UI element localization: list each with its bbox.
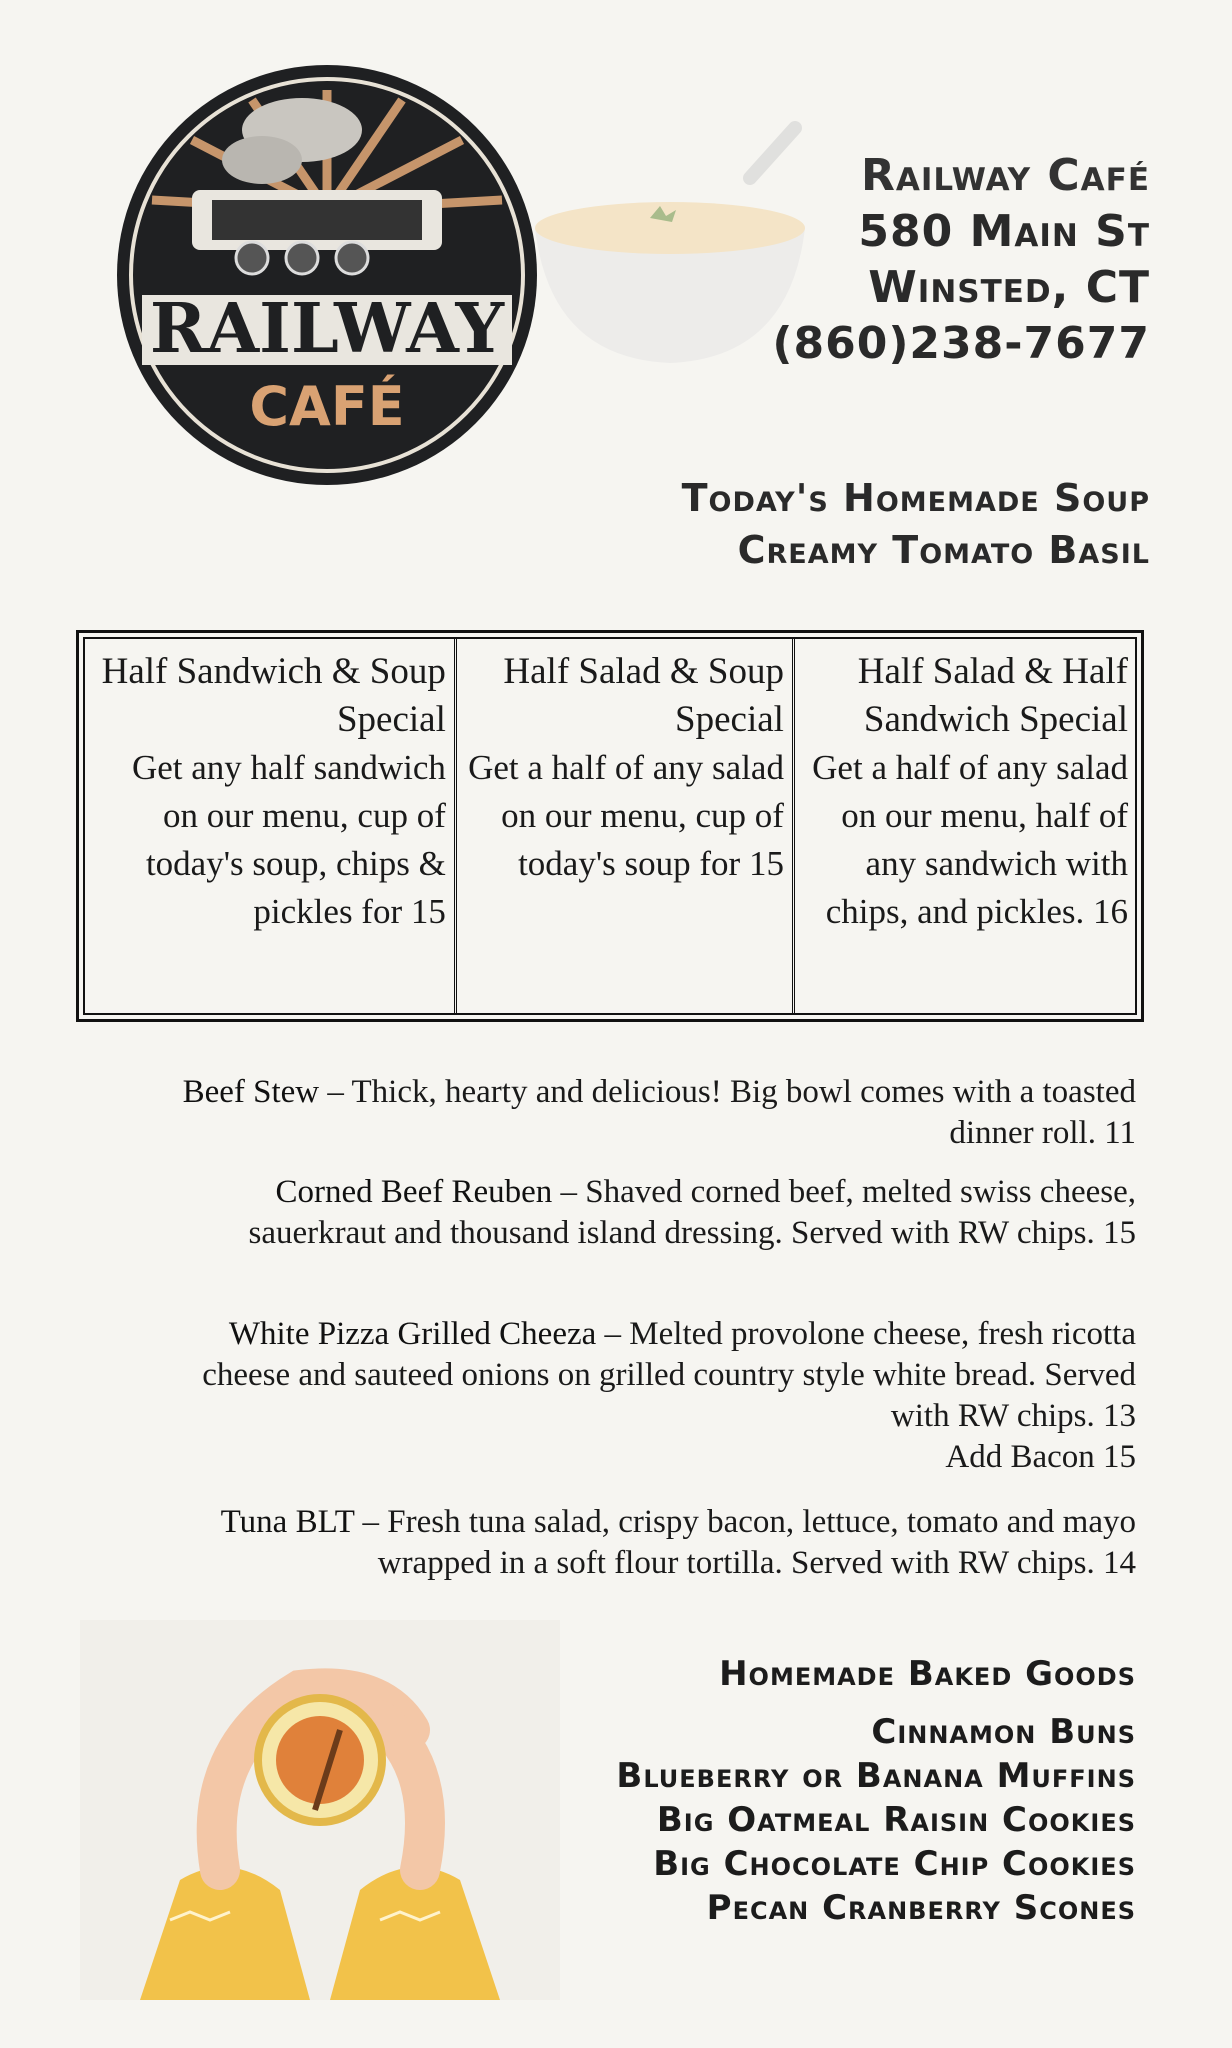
menu-item-name: White Pizza Grilled Cheeza (228, 1316, 597, 1352)
menu-item-name: Corned Beef Reuben (275, 1174, 553, 1210)
logo-text-cafe: CAFÉ (249, 375, 405, 438)
phone-number: (860)238-7677 (772, 318, 1150, 369)
special-cell (84, 638, 457, 1014)
city-state: Winsted, CT (868, 262, 1150, 313)
baked-goods-item: Big Oatmeal Raisin Cookies (656, 1800, 1136, 1840)
soup-bowl-icon (530, 118, 810, 378)
soup-of-the-day (682, 472, 1150, 576)
special-title: Half Sandwich & Soup Special (101, 651, 446, 740)
specials-table (76, 630, 1144, 1022)
menu-item-name: Tuna BLT (220, 1504, 355, 1540)
special-description: Get any half sandwich on our menu, cup of today's soup, chips & pickles for 15 (131, 748, 446, 931)
soup-heading: Today's Homemade Soup (681, 476, 1150, 520)
special-cell (457, 638, 795, 1014)
menu-item (136, 1314, 1136, 1478)
baked-goods-section (616, 1652, 1136, 1930)
baked-goods-item: Cinnamon Buns (871, 1712, 1136, 1752)
menu-item-description: – Thick, hearty and delicious! Big bowl comes with a toasted dinner roll. 11 (319, 1074, 1136, 1151)
cafe-name: Railway Café (861, 150, 1150, 201)
menu-item-name: Beef Stew (182, 1074, 320, 1110)
baked-goods-item: Big Chocolate Chip Cookies (653, 1844, 1136, 1884)
logo-text-railway: RAILWAY (149, 289, 505, 369)
baked-goods-item: Pecan Cranberry Scones (706, 1888, 1136, 1928)
special-title: Half Salad & Half Sandwich Special (857, 651, 1128, 740)
special-title: Half Salad & Soup Special (503, 651, 784, 740)
soup-name: Creamy Tomato Basil (737, 528, 1150, 572)
hands-holding-drink-illustration (80, 1620, 560, 2000)
street-address: 580 Main St (858, 206, 1150, 257)
special-cell (795, 638, 1136, 1014)
menu-item-description: – Melted provolone cheese, fresh ricotta cheese and sauteed onions on grilled country style white bread. Served with RW chips. 13 (202, 1316, 1136, 1434)
menu-item (136, 1172, 1136, 1254)
menu-item (136, 1502, 1136, 1584)
special-description: Get a half of any salad on our menu, cup of today's soup for 15 (468, 748, 784, 883)
railway-cafe-logo (112, 60, 542, 490)
menu-item-description: – Shaved corned beef, melted swiss cheese, sauerkraut and thousand island dressing. Served with RW chips. 15 (248, 1174, 1136, 1251)
baked-goods-heading: Homemade Baked Goods (719, 1654, 1136, 1694)
special-description: Get a half of any salad on our menu, half of any sandwich with chips, and pickles. 16 (812, 748, 1128, 931)
menu-item-addon: Add Bacon 15 (945, 1439, 1136, 1475)
menu-item (136, 1072, 1136, 1154)
cafe-address-block (772, 148, 1150, 372)
menu-item-description: – Fresh tuna salad, crispy bacon, lettuce, tomato and mayo wrapped in a soft flour tortilla. Served with RW chips. 14 (354, 1504, 1136, 1581)
baked-goods-item: Blueberry or Banana Muffins (616, 1756, 1136, 1796)
